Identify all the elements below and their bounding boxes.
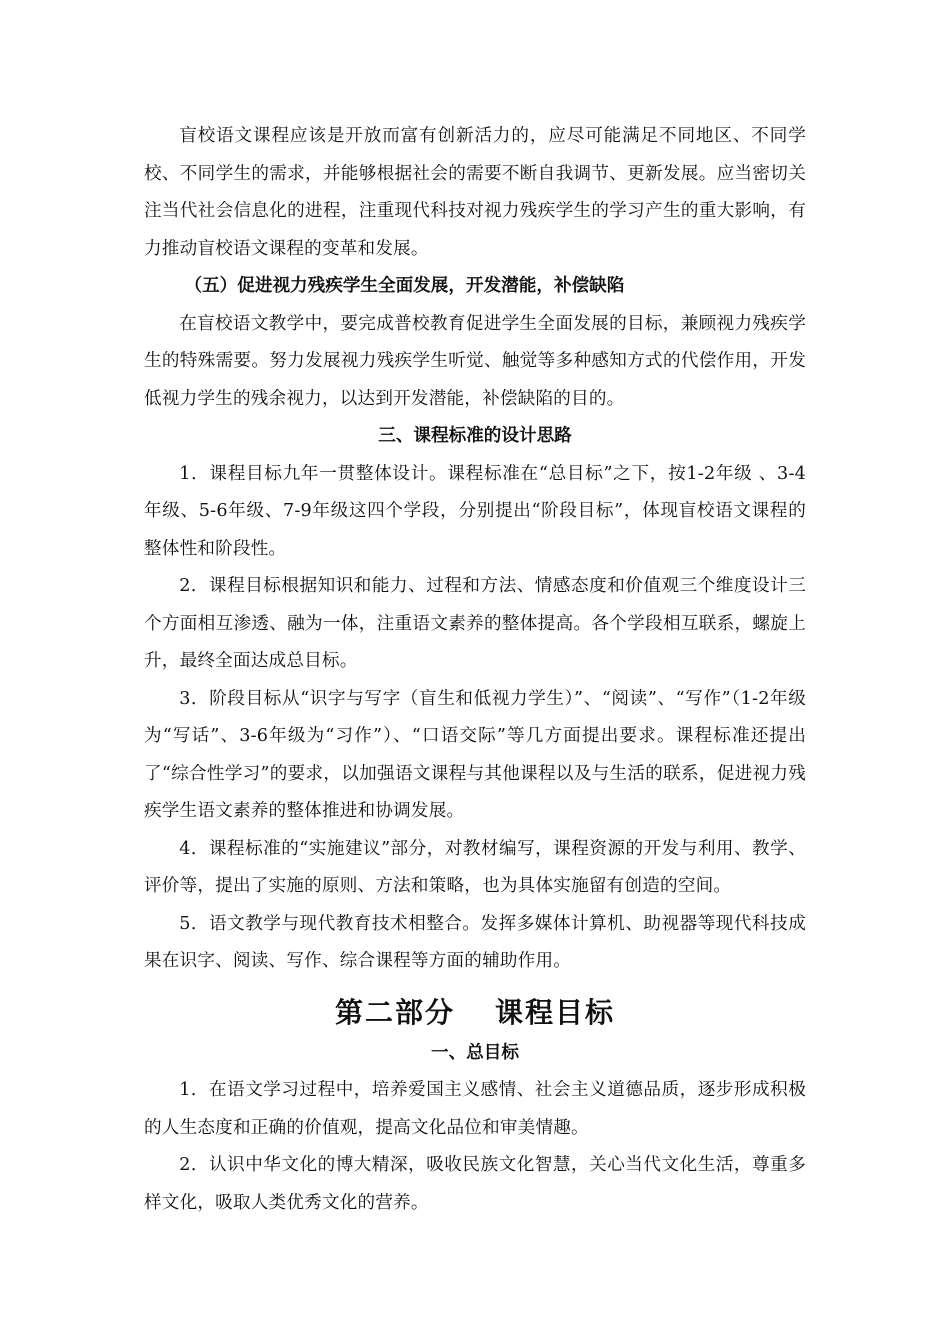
part-title: [144, 991, 806, 1035]
design-item-2: 2．课程目标根据知识和能力、过程和方法、情感态度和价值观三个维度设计三个方面相互渗透、融为一体，注重语文素养的整体提高。各个学段相互联系，螺旋上升，最终全面达成总目标。: [144, 576, 806, 671]
paragraph-development: 在盲校语文教学中，要完成普校教育促进学生全面发展的目标，兼顾视力残疾学生的特殊需要。努力发展视力残疾学生听觉、触觉等多种感知方式的代偿作用，开发低视力学生的残余视力，以达到开发潜能，补偿缺陷的目的。: [144, 313, 806, 409]
goal-item-1: 1．在语文学习过程中，培养爱国主义感情、社会主义道德品质，逐步形成积极的人生态度和正确的价值观，提高文化品位和审美情趣。: [144, 1080, 806, 1138]
part-title-number: 第二部分: [334, 995, 455, 1029]
paragraph-openness: 盲校语文课程应该是开放而富有创新活力的，应尽可能满足不同地区、不同学校、不同学生的需求，并能够根据社会的需要不断自我调节、更新发展。应当密切关注当代社会信息化的进程，注重现代科技对视力残疾学生的学习产生的重大影响，有力推动盲校语文课程的变革和发展。: [144, 126, 806, 259]
goal-item-2: 2．认识中华文化的博大精深，吸收民族文化智慧，关心当代文化生活，尊重多样文化，吸取人类优秀文化的营养。: [144, 1155, 806, 1213]
design-item-3: 3．阶段目标从“识字与写字（盲生和低视力学生）”、“阅读”、“写作”（1-2年级为“写话”、3-6年级为“习作”）、“口语交际”等几方面提出要求。课程标准还提出了“综合性学习”的要求，以加强语文课程与其他课程以及与生活的联系，促进视力残疾学生语文素养的整体推进和协调发展。: [144, 688, 806, 821]
section-heading-overall-goal: 一、总目标: [431, 1042, 519, 1063]
part-title-name: 课程目标: [495, 995, 616, 1029]
design-item-1: 1．课程目标九年一贯整体设计。课程标准在“总目标”之下，按1-2年级 、3-4年级、5-6年级、7-9年级这四个学段，分别提出“阶段目标”，体现盲校语文课程的整体性和阶段性。: [144, 463, 806, 559]
section-heading-design: 三、课程标准的设计思路: [378, 426, 572, 446]
design-item-5: 5．语文教学与现代教育技术相整合。发挥多媒体计算机、助视器等现代科技成果在识字、阅读、写作、综合课程等方面的辅助作用。: [144, 913, 806, 971]
document-page: [144, 118, 806, 1222]
subheading-five: （五）促进视力残疾学生全面发展，开发潜能，补偿缺陷: [184, 276, 625, 296]
design-item-4: 4．课程标准的“实施建议”部分，对教材编写，课程资源的开发与利用、教学、评价等，提出了实施的原则、方法和策略，也为具体实施留有创造的空间。: [144, 838, 806, 896]
